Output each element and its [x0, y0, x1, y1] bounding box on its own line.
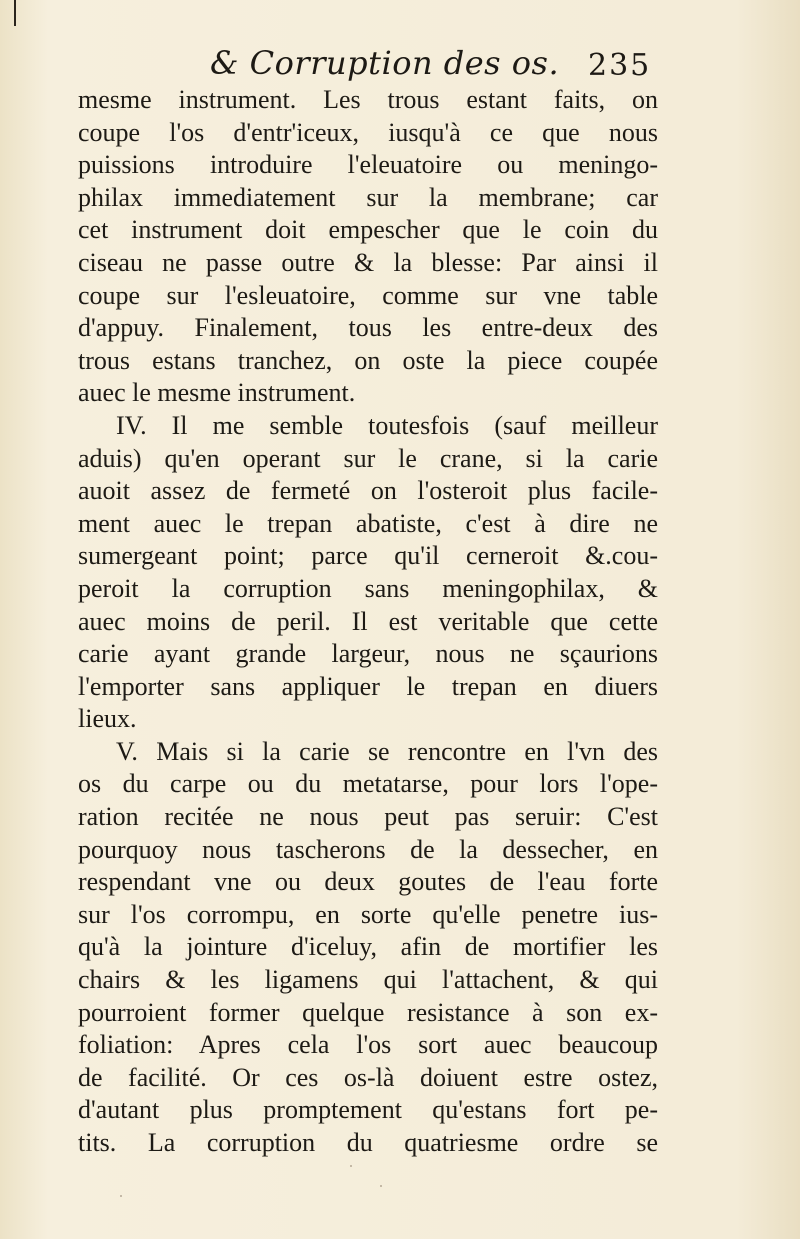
text-line: de facilité. Or ces os-là doiuent estre ostez, — [78, 1062, 658, 1092]
text-line: ment auec le trepan abatiste, c'est à dire ne — [78, 508, 658, 538]
text-line: ration recitée ne nous peut pas seruir: C'est — [78, 802, 658, 832]
text-line: auec moins de peril. Il est veritable que cette — [78, 606, 658, 636]
text-line: V. Mais si la carie se rencontre en l'vn des — [116, 736, 658, 766]
text-line: mesme instrument. Les trous estant faits, on — [78, 85, 658, 114]
text-line: IV. Il me semble toutesfois (sauf meilleur — [116, 410, 658, 440]
text-line: lieux. — [78, 704, 137, 734]
text-line: tits. La corruption du quatriesme ordre se — [78, 1128, 658, 1157]
text-line: d'appuy. Finalement, tous les entre-deux des — [78, 313, 658, 343]
text-line: respendant vne ou deux goutes de l'eau forte — [78, 867, 658, 897]
text-line: l'emporter sans appliquer le trepan en diuers — [78, 671, 658, 701]
text-line: auoit assez de fermeté on l'osteroit plus facile- — [78, 476, 658, 506]
text-line: ciseau ne passe outre & la blesse: Par ainsi il — [78, 247, 658, 277]
body-text — [78, 84, 658, 1160]
text-line: foliation: Apres cela l'os sort auec beaucoup — [78, 1030, 658, 1060]
text-line: philax immediatement sur la membrane; car — [78, 182, 658, 212]
text-line: trous estans tranchez, on oste la piece coupée — [78, 345, 658, 375]
text-line: sumergeant point; parce qu'il cerneroit &.cou- — [78, 541, 658, 571]
text-line: chairs & les ligamens qui l'attachent, & qui — [78, 965, 658, 995]
text-line: peroit la corruption sans meningophilax, & — [78, 573, 658, 603]
page-number: 235 — [588, 48, 652, 83]
text-line: pourquoy nous tascherons de la dessecher, en — [78, 834, 658, 864]
text-line: aduis) qu'en operant sur le crane, si la carie — [78, 443, 658, 473]
paragraph-section-v — [78, 736, 658, 1160]
text-line: carie ayant grande largeur, nous ne sçaurions — [78, 639, 658, 669]
text-line: pourroient former quelque resistance à son ex- — [78, 997, 658, 1027]
paragraph-section-iv — [78, 410, 658, 736]
text-line: os du carpe ou du metatarse, pour lors l'ope- — [78, 769, 658, 799]
text-line: d'autant plus promptement qu'estans fort pe- — [78, 1095, 658, 1125]
text-line: sur l'os corrompu, en sorte qu'elle penetre ius- — [78, 899, 658, 929]
text-line: auec le mesme instrument. — [78, 378, 356, 408]
binding-edge-mark — [14, 0, 16, 26]
text-line: coupe l'os d'entr'iceux, iusqu'à ce que nous — [78, 117, 658, 147]
text-line: coupe sur l'esleuatoire, comme sur vne table — [78, 280, 658, 310]
text-line: qu'à la jointure d'iceluy, afin de mortifier les — [78, 932, 658, 962]
paragraph — [78, 84, 658, 410]
text-line: puissions introduire l'eleuatoire ou meningo- — [78, 150, 658, 180]
running-head: & Corruption des os. — [210, 44, 560, 82]
text-line: cet instrument doit empescher que le coin du — [78, 215, 658, 245]
